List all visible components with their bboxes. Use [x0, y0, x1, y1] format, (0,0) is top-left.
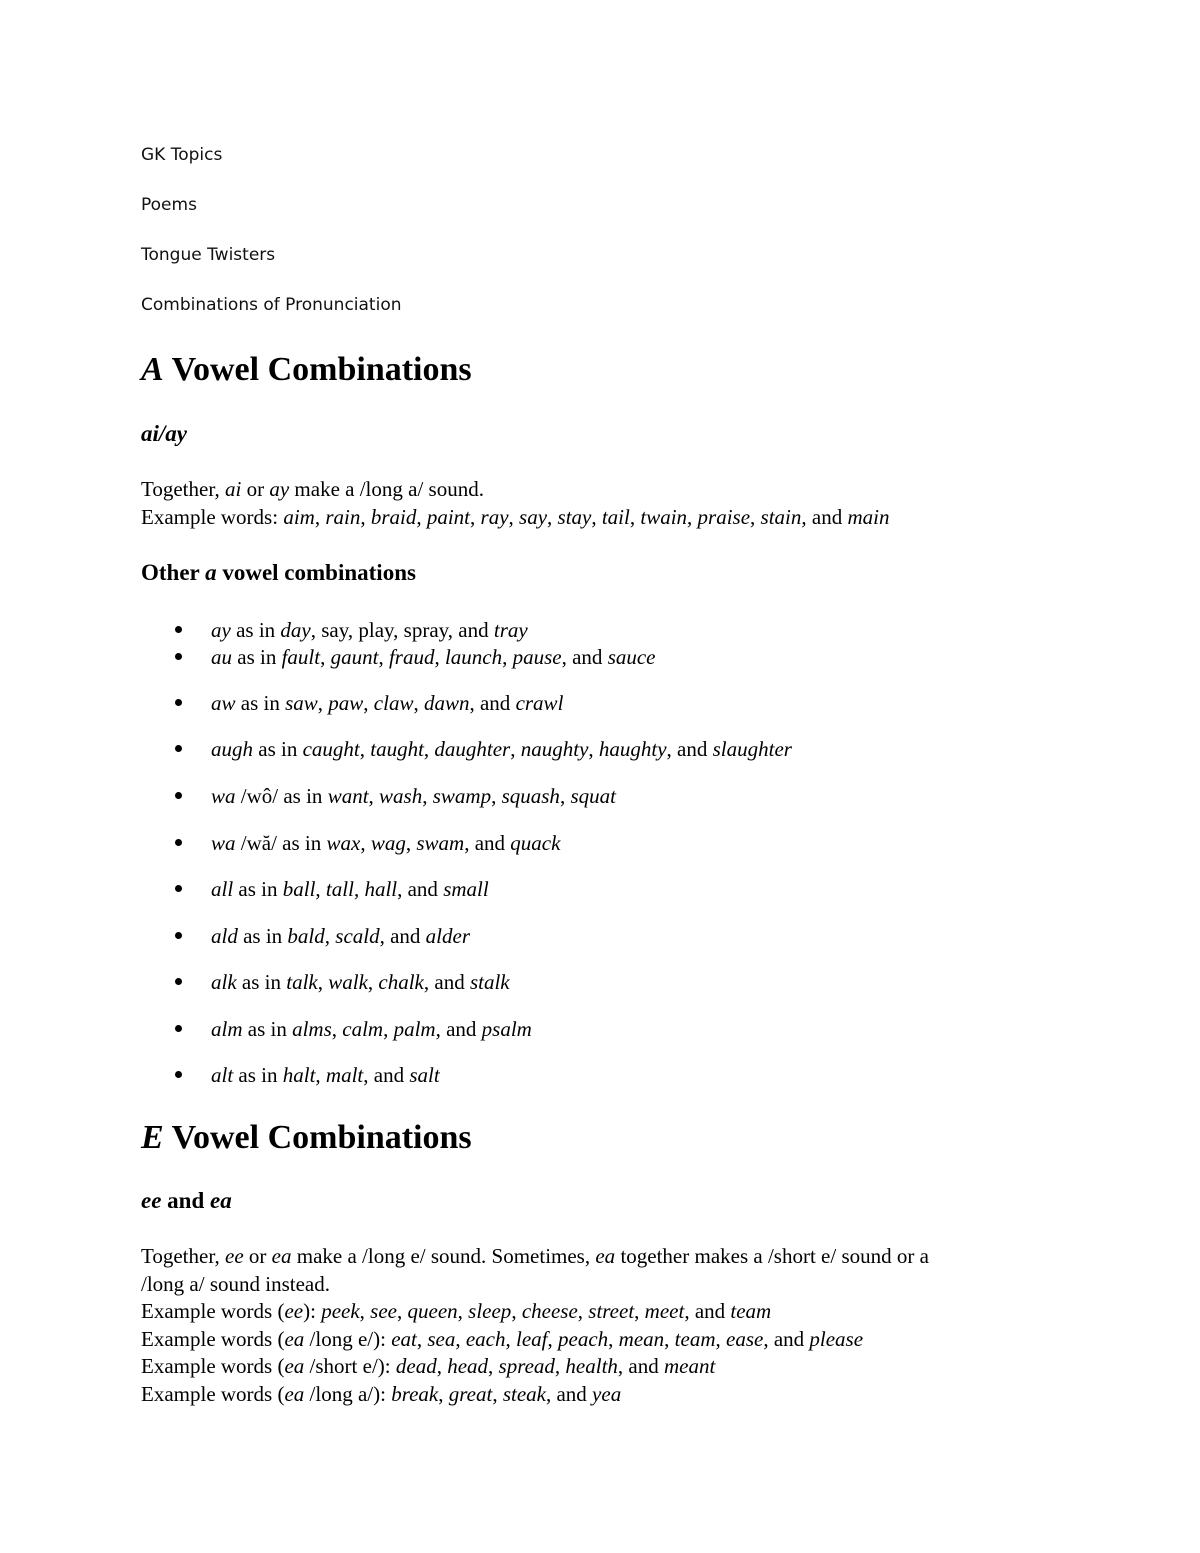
subheading-ee-ea: ee and ea: [141, 1188, 232, 1213]
ee-ea-description: Together, ee or ea make a /long e/ sound. Sometimes, ea together makes a /short e/ sound or a /long a/ sound instead. Example words (ee): peek, see, queen, sleep, cheese, street, meet, and team Example words (ea /long e/): eat, sea, each, leaf, peach, mean, team, ease, and please Example words (ea /short e/): dead, head, spread, health, and meant Example words (ea /long a/): break, great, steak, and yea: [141, 1244, 929, 1406]
bullet-icon: [175, 1071, 182, 1078]
nav-link-gk-topics[interactable]: GK Topics: [141, 145, 223, 165]
bullet-icon: [175, 839, 182, 846]
heading-letter: E: [141, 1119, 164, 1156]
heading-rest: Vowel Combinations: [163, 1119, 472, 1156]
nav-link-tongue-twisters[interactable]: Tongue Twisters: [141, 245, 276, 265]
heading-letter: A: [141, 351, 164, 388]
bullet-icon: [175, 699, 182, 706]
nav-link-poems[interactable]: Poems: [141, 195, 197, 215]
bullet-icon: [175, 978, 182, 985]
heading-a-vowel-combinations: [141, 350, 472, 390]
bullet-icon: [175, 745, 182, 752]
ai-ay-description: Together, ai or ay make a /long a/ sound. Example words: aim, rain, braid, paint, ray, say, stay, tail, twain, praise, stain, and main: [141, 477, 890, 529]
subheading-text: ai/ay: [141, 421, 187, 446]
bullet-icon: [175, 653, 182, 660]
heading-e-vowel-combinations: [141, 1118, 472, 1158]
heading-rest: Vowel Combinations: [163, 351, 472, 388]
bullet-icon: [175, 626, 182, 633]
bullet-icon: [175, 885, 182, 892]
bullet-icon: [175, 932, 182, 939]
bullet-icon: [175, 792, 182, 799]
bullet-icon: [175, 1025, 182, 1032]
subheading-other-a-combinations: Other a vowel combinations: [141, 560, 416, 585]
nav-link-combinations[interactable]: Combinations of Pronunciation: [141, 295, 402, 315]
subheading-ai-ay: [141, 420, 187, 448]
